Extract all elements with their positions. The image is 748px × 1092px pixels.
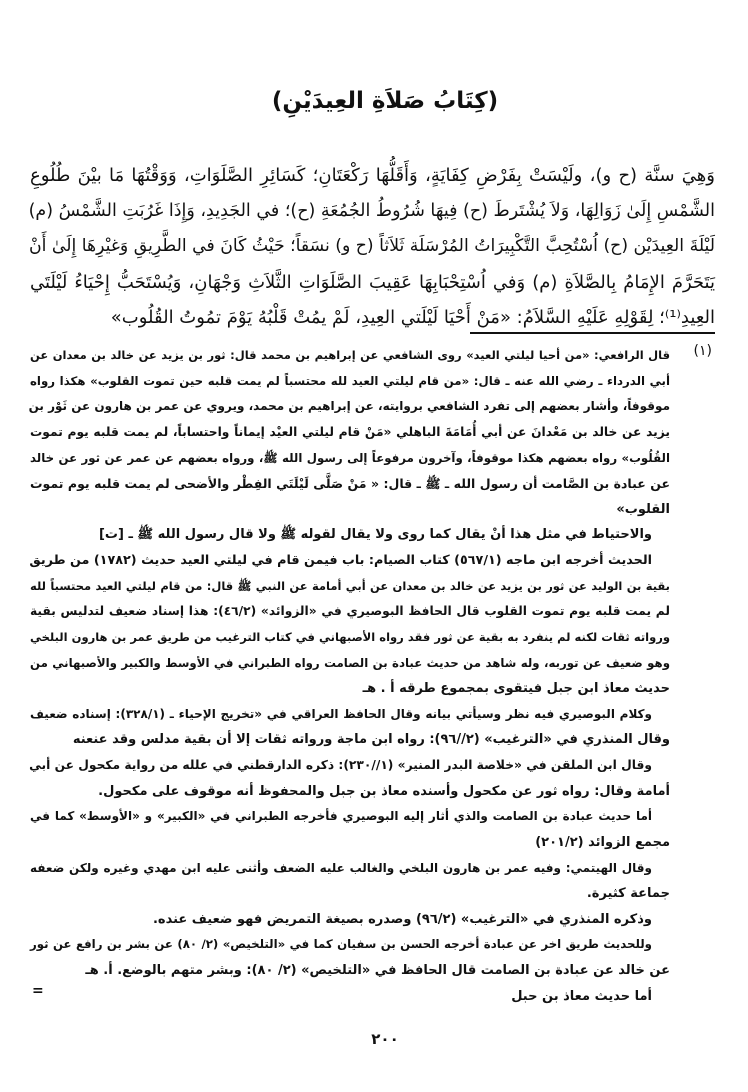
footnote-number: (١) [693,343,712,359]
footnote-line: أما حديث معاذ بن حبل [511,988,652,1004]
footnote-line: وقال الهيتمي: وفيه عمر بن هارون البلخي والغالب عليه الضعف وأثنى عليه ابن مهدي وغيره ولكن ضعفه [30,860,652,875]
footnote-line: وذكره المنذري في «الترغيب» (٩٦/٢) وصدره بصيغة التمريض فهو ضعيف عنده. [152,911,652,927]
footnote-line: مجمع الزوائد (٢٠١/٢) [535,834,670,850]
footnote-line: ورواته ثقات لكنه لم ينفرد به بقية عن ثور فقد رواه الأصبهاني في كتاب الترغيب من طريق عمر بن هارون البلخي [30,629,670,644]
footnote-line: وقال المنذري في «الترغيب» (٢//٩٦): رواه ابن ماجة ورواته ثقات إلا أن بقية مدلس وقد عنعنه [72,732,670,748]
footnote-line: موقوفاً، وأشار بعضهم إلى تفرد الشافعي بروايته، عن إبراهيم بن محمد، ويروي عن عمر بن هارون عن ثَوْر بن [28,399,670,414]
footnote-line: وقال ابن الملقن في «خلاصة البدر المنير» (١//٢٣٠): ذكره الدارقطني في علله من رواية مكحول عن أبي [29,758,652,772]
footnote-line: والاحتياط في مثل هذا أنْ يقال كما روى ولا يقال لقوله ﷺ ولا قال رسول الله ﷺ ـ [ت] [98,527,652,543]
main-text-line: لَيْلَةَ العِيدَيْن (ح) اُسْتُحِبَّ التَّكْبِيرَاتُ المُرْسَلَة ثَلاَثاً (ح و) نسَقاً؛ حَيْثُ كَانَ في الطَّرِيقِ وَغيْرِهَا إِلَىٰ أَنْ [28,236,715,256]
footnote-line: أمامة وقال: رواه ثور عن مكحول وأسنده معاذ بن جبل والمحفوظ أنه موقوف على مكحول. [98,783,670,799]
footnote-line: يزيد عن خالد بن مَعْدانَ عن أبي أُمَامَةَ الباهلي «مَنْ قام ليلتي العيْد إيماناً واحتساباً، لم يمت قلبه يوم تموت [30,424,670,439]
footnote-line: وللحديث طريق اخر عن عبادة أخرجه الحسن بن سفيان كما في «التلخيص» (٢/ ٨٠) عن بشر بن رافع عن ثور [30,937,652,952]
footnote-line: أبي الدرداء ـ رضي الله عنه ـ قال: «من قام ليلتي العيد لله محتسباً لم يمت قلبه حين تموت القلوب» هكذا رواه [30,373,670,388]
footnote-separator [470,332,715,334]
footnote-line: وهو ضعيف عن توربه، وله شاهد من حديث عبادة بن الصامت رواه الطبراني في الأوسط والكبير والأصبهاني من [30,655,670,670]
continuation-mark: = [32,983,44,999]
footnote-line: عن خالد عن عبادة بن الصامت قال الحافظ في «التلخيص» (٢/ ٨٠): وبشر متهم بالوضع. أ. هـ [85,963,670,978]
main-text-line: العِيدِ⁽¹⁾؛ لِقَوْلِهِ عَلَيْهِ السَّلاَمُ: «مَنْ أَحْيَا لَيْلَتي العِيدِ، لَمْ يمُتْ قَلْبُهُ يَوْمَ تمُوتُ القُلُوب» [110,307,715,328]
footnote-line: حديث معاذ ابن جبل فيتقوى بمجموع طرقه أ . هـ [362,681,670,697]
main-text-line: الشَّمْسِ إِلَىٰ زَوَالِهَا، وَلاَ يُشْتَرطَ (ح) فِيهَا شُرُوطُ الجُمُعَةِ (ح)؛ في الجَدِيدِ، وَإِذَا غَرُبَتِ الشَّمْسُ (م) [28,200,715,221]
main-text [30,158,715,336]
footnote-line: عن عبادة بن الصَّامت أن رسول الله ـ ﷺ ـ قال: « مَنْ صَلَّى لَيْلَتَي الفِطْر والأضحى لم يمت قلبه يوم تموت [30,476,670,492]
chapter-title: (كِتَابُ صَلاَةِ العِيدَيْنِ) [271,88,499,114]
footnote-line: القُلُوب» رواه بعضهم هكذا موقوفاً، وآخرون مرفوعاً إلى رسول الله ﷺ، ورواه بعضهم عن عمر عن ثور عن خالد [30,450,670,465]
footnote-line: الحديث أخرجه ابن ماجه (٥٦٧/١) كتاب الصيام: باب فيمن قام في ليلتي العيد حديث (١٧٨٢) من طريق [29,553,652,568]
main-text-line: يَتَحَرَّمَ الإِمَامُ بِالصَّلاَةِ (م) وَفي اُسْتِحْبَابِهَا عَقِيبَ الصَّلَوَاتِ الثَّلاَثِ وَجْهَانِ، وَيُسْتَحَبُّ إِحْيَاءُ لَيْلَتَي [30,271,715,293]
footnote-line: وكلام البوصيري فيه نظر وسيأتي بيانه وقال الحافظ العراقي في «تخريج الإحياء ـ (٣٢٨/١): إسناده ضعيف [30,706,652,721]
footnote-line: قال الرافعي: «من أحيا ليلتي العيد» روى الشافعي عن إبراهيم بن محمد قال: ثور بن يزيد عن خالد بن معدان عن [30,348,670,362]
main-text-line: وَهِيَ سنَّة (ح و)، ولَيْسَتْ بِفَرْضِ كِفَايَةٍ، وَأَقَلُّهَا رَكْعَتَانِ؛ كَسَائِرِ الصَّلَوَاتِ، وَوَقْتُهَا مَا بيْنَ طُلُوعِ [30,165,715,186]
footnote-line: لم يمت قلبه يوم تموت القلوب قال الحافظ البوصيري في «الزوائد» (٤٦/٢): هذا إسناد ضعيف لتدليس بقية [30,604,670,619]
footnote-line: بقية بن الوليد عن ثور بن يزيد عن خالد بن معدان عن أبي أمامة عن النبي ﷺ قال: من قام ليلتي العيد محتسباً لله [30,578,670,593]
footnote-line: جماعة كثيرة. [586,886,670,902]
footnote-line: القلوب» [616,501,670,517]
footnote-line: أما حديث عبادة بن الصامت والذي أثار إليه البوصيري فأخرجه الطبراني في «الكبير» و «الأوسط» كما في [30,809,652,824]
footnotes [30,343,670,1009]
page-number: ٢٠٠ [371,1030,399,1048]
